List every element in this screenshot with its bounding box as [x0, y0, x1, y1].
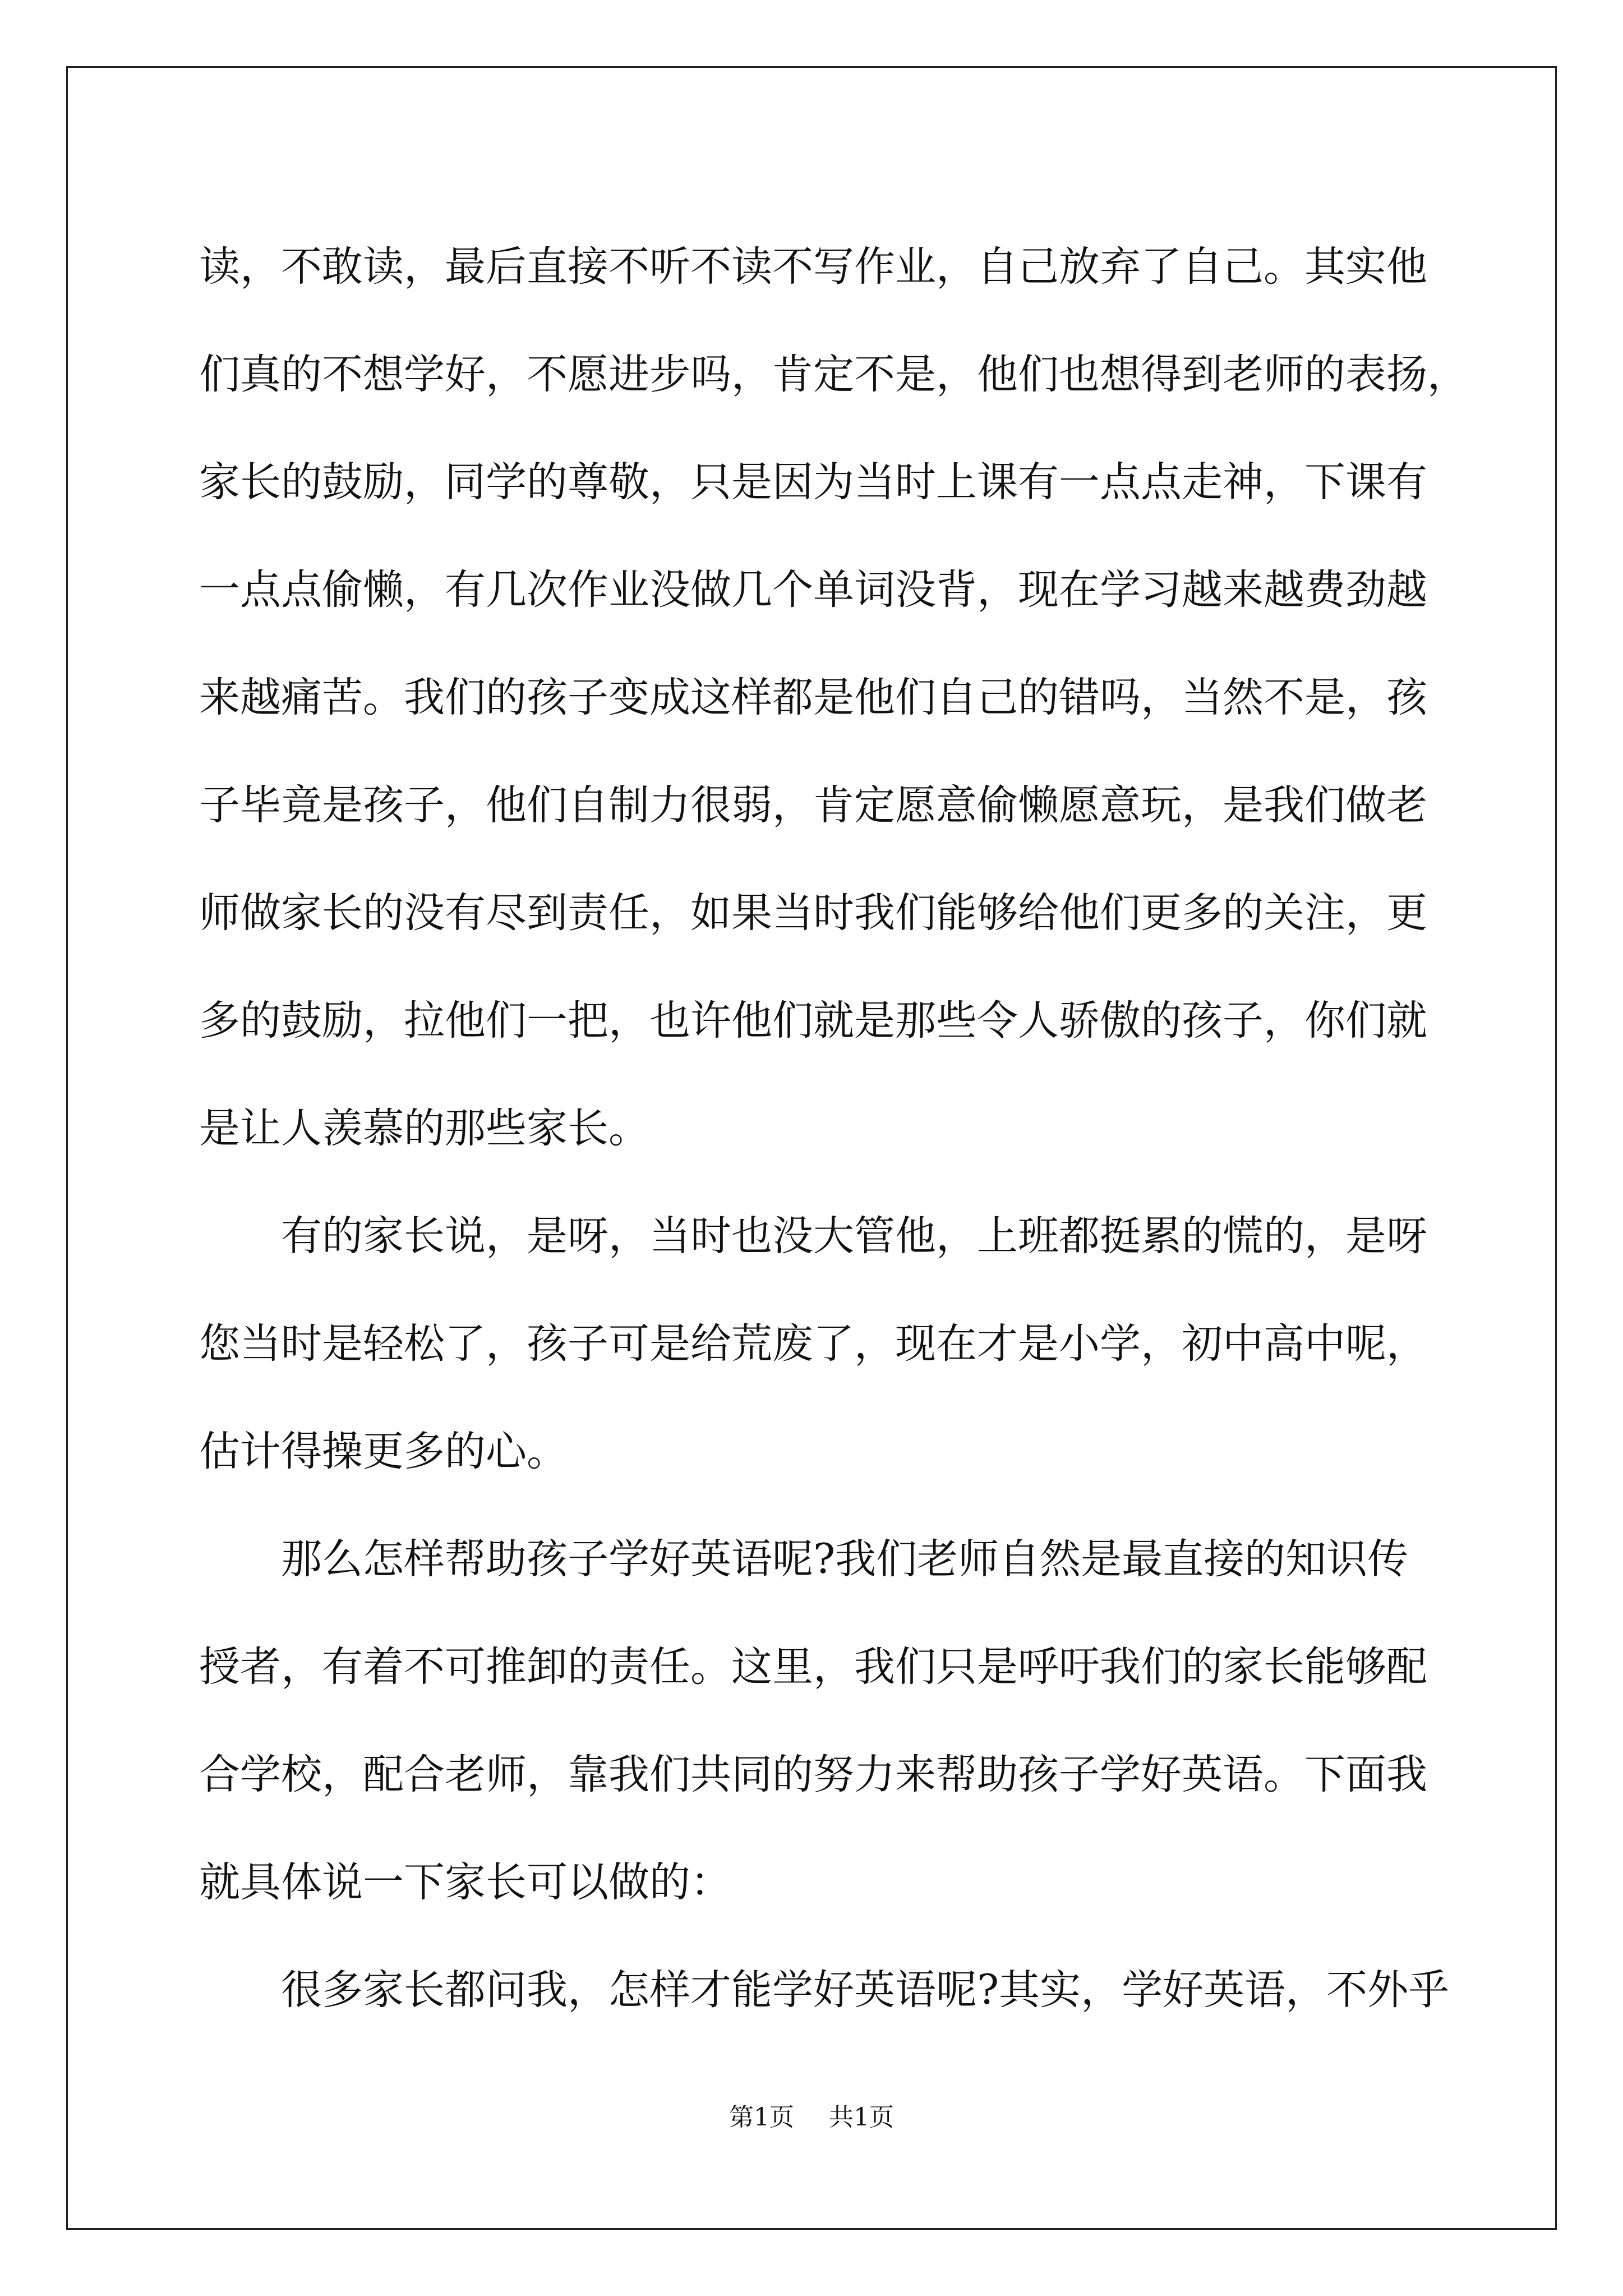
text-line: 估计得操更多的心。: [199, 1428, 568, 1475]
text-line: 师做家长的没有尽到责任，如果当时我们能够给他们更多的关注，更: [199, 889, 1427, 937]
text-line: 是让人羡慕的那些家长。: [199, 1105, 649, 1152]
page-total: 共1页: [829, 2103, 894, 2132]
paragraph-1: [199, 213, 1468, 1182]
page-footer: [0, 2101, 1623, 2134]
text-line: 授者，有着不可推卸的责任。这里，我们只是呼吁我们的家长能够配: [199, 1643, 1427, 1691]
text-line: 您当时是轻松了，孩子可是给荒废了，现在才是小学，初中高中呢，: [199, 1320, 1427, 1368]
text-line: 多的鼓励，拉他们一把，也许他们就是那些令人骄傲的孩子，你们就: [199, 997, 1427, 1045]
text-line: 有的家长说，是呀，当时也没大管他，上班都挺累的慌的，是呀: [281, 1212, 1427, 1260]
text-line: 们真的不想学好，不愿进步吗，肯定不是，他们也想得到老师的表扬，: [199, 351, 1468, 398]
paragraph-4: [199, 1936, 1450, 2044]
paragraph-3: [199, 1506, 1433, 1936]
text-line: 家长的鼓励，同学的尊敬，只是因为当时上课有一点点走神，下课有: [199, 458, 1427, 506]
text-line: 读，不敢读，最后直接不听不读不写作业，自己放弃了自己。其实他: [199, 243, 1427, 291]
text-line: 那么怎样帮助孩子学好英语呢?我们老师自然是最直接的知识传: [281, 1535, 1409, 1583]
document-body: [199, 213, 1468, 2044]
text-line: 很多家长都问我，怎样才能学好英语呢?其实，学好英语，不外乎: [281, 1966, 1450, 2014]
text-line: 一点点偷懒，有几次作业没做几个单词没背，现在学习越来越费劲越: [199, 566, 1427, 614]
text-line: 子毕竟是孩子，他们自制力很弱，肯定愿意偷懒愿意玩，是我们做老: [199, 781, 1427, 829]
text-line: 合学校，配合老师，靠我们共同的努力来帮助孩子学好英语。下面我: [199, 1751, 1427, 1798]
paragraph-2: [199, 1182, 1433, 1506]
text-line: 就具体说一下家长可以做的：: [199, 1858, 731, 1906]
text-line: 来越痛苦。我们的孩子变成这样都是他们自己的错吗，当然不是，孩: [199, 674, 1427, 721]
page-number: 第1页: [729, 2103, 794, 2132]
